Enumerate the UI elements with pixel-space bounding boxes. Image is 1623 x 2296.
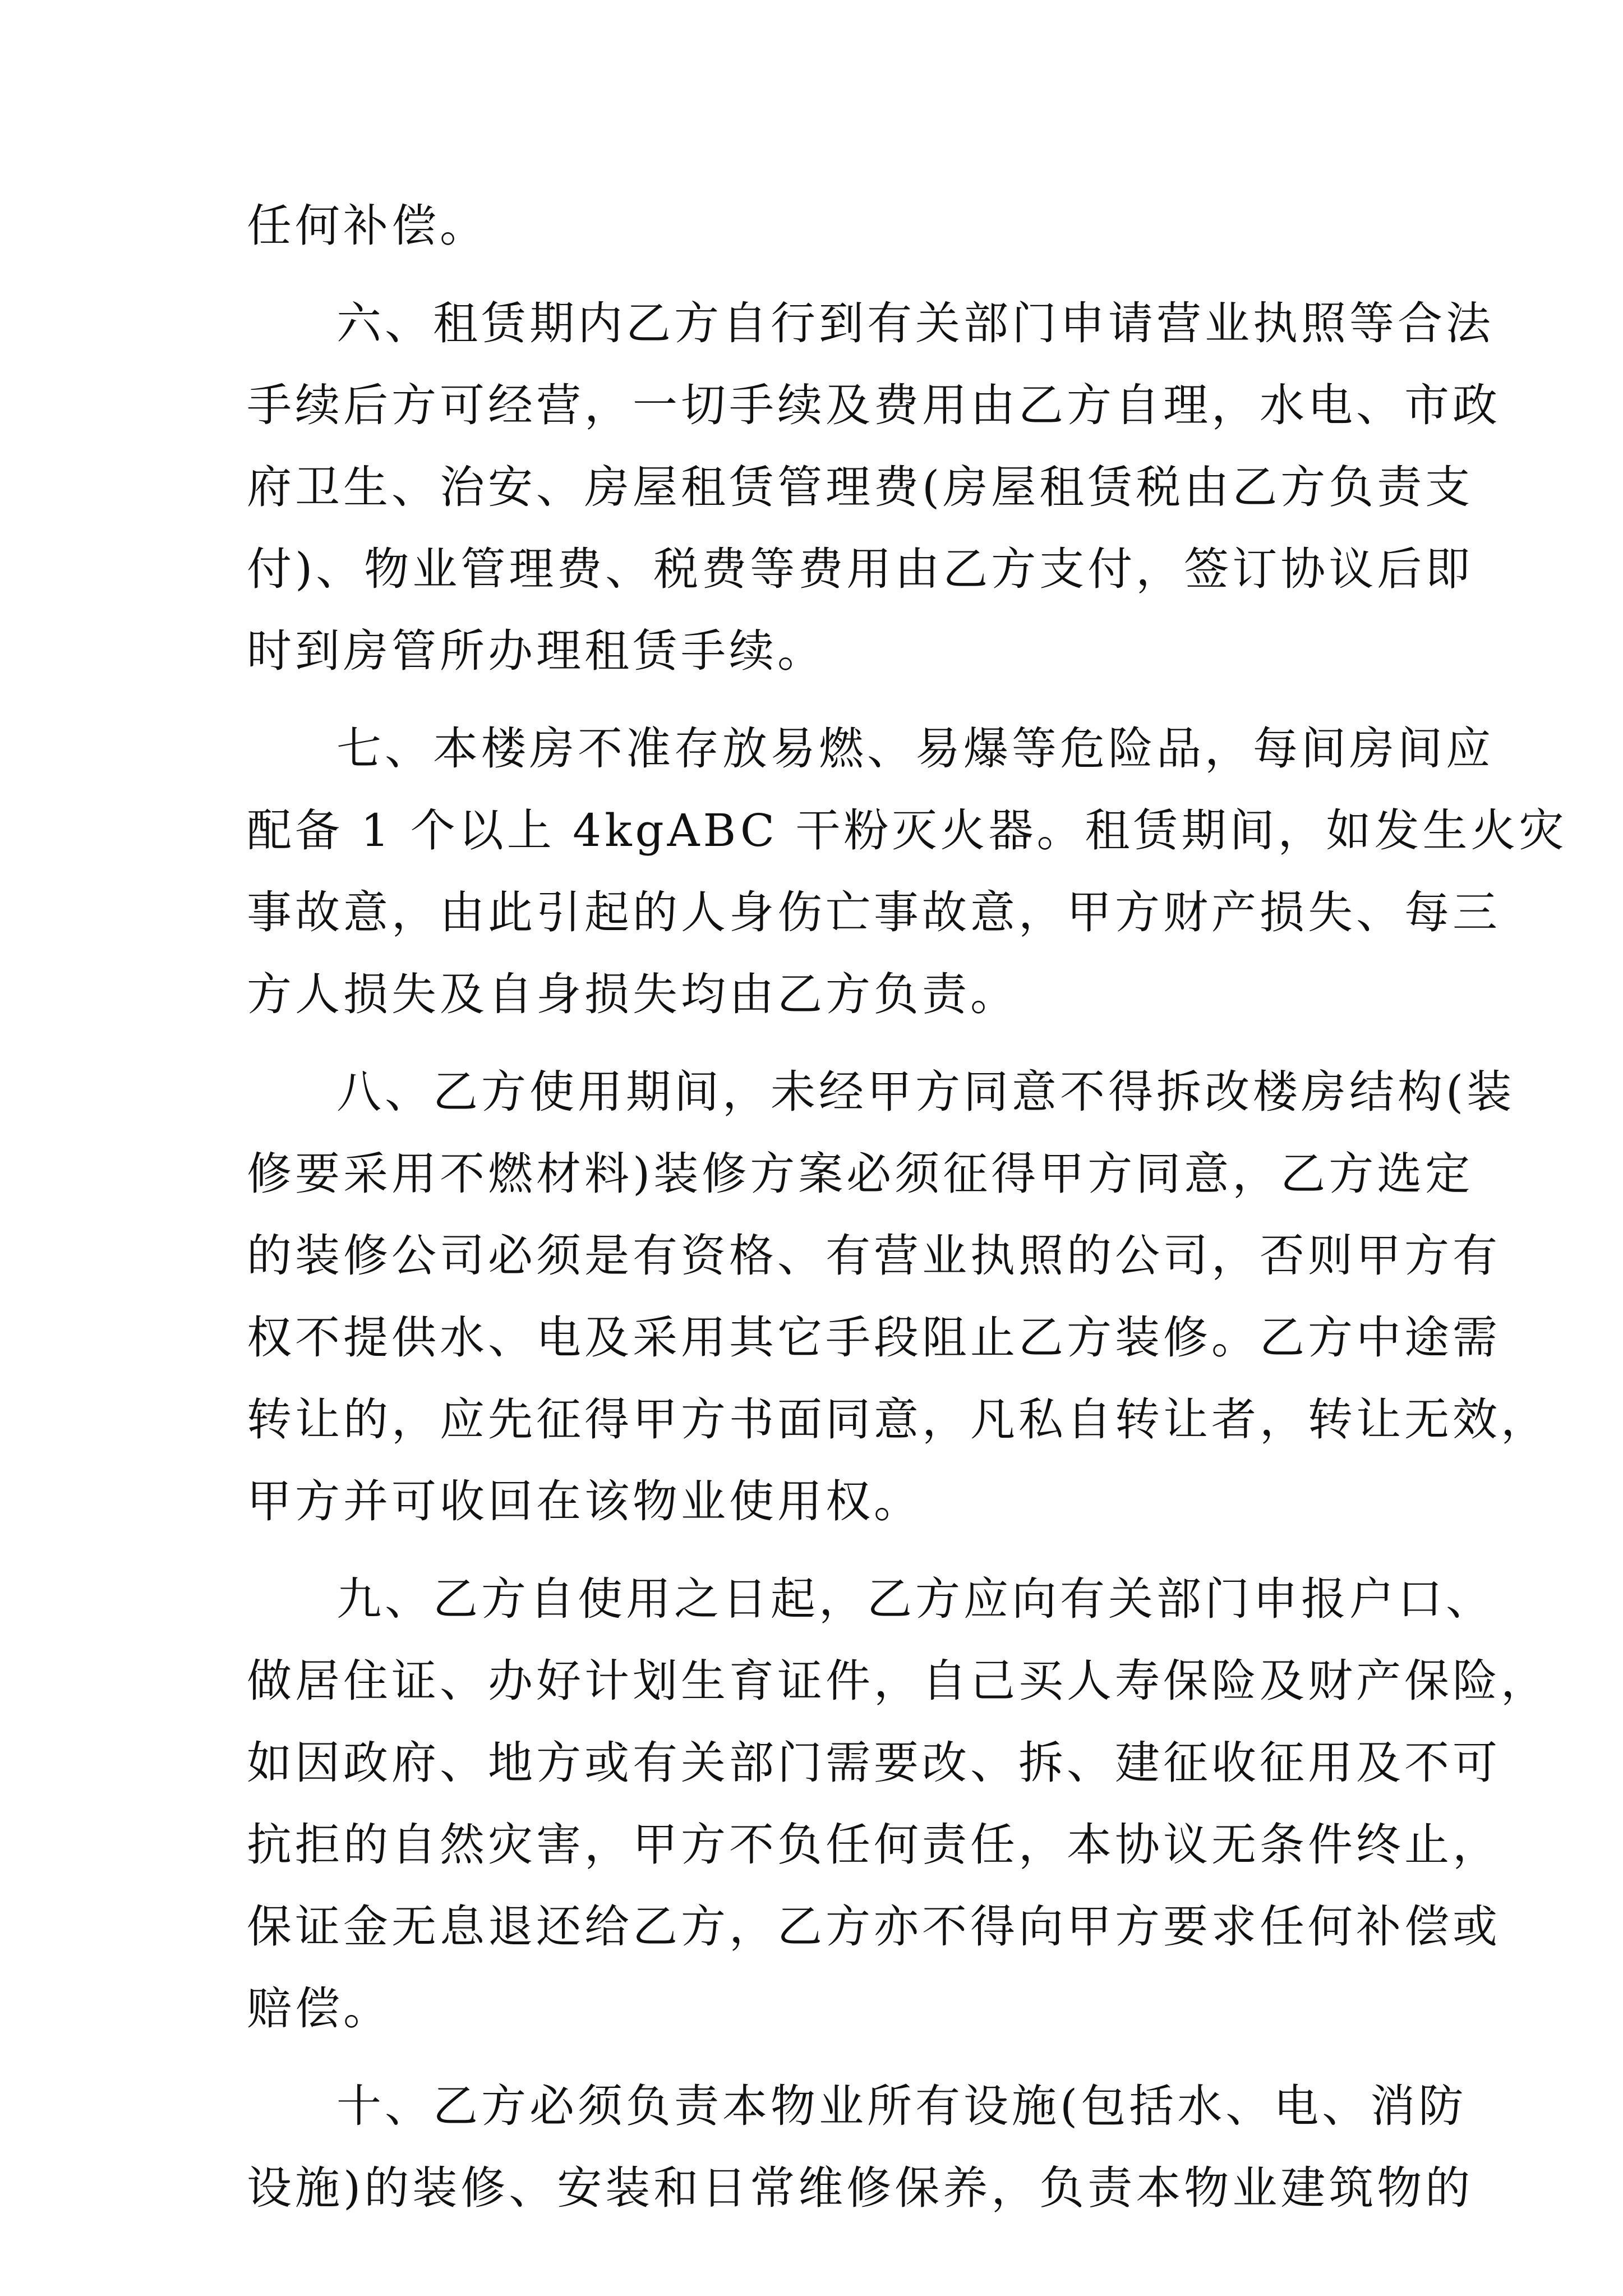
text-line: 府卫生、治安、房屋租赁管理费(房屋租赁税由乙方负责支	[247, 461, 1474, 513]
text-line: 事故意，由此引起的人身伤亡事故意，甲方财产损失、每三	[247, 886, 1501, 938]
paragraph-clause-8	[247, 1051, 1549, 1543]
text-line: 方人损失及自身损失均由乙方负责。	[247, 968, 1018, 1020]
text-line: 修要采用不燃材料)装修方案必须征得甲方同意，乙方选定	[247, 1148, 1474, 1200]
text-line: 权不提供水、电及采用其它手段阻止乙方装修。乙方中途需	[247, 1312, 1501, 1364]
text-line: 设施)的装修、安装和日常维修保养，负责本物业建筑物的	[247, 2162, 1474, 2214]
text-line: 抗拒的自然灾害，甲方不负任何责任，本协议无条件终止，	[247, 1819, 1501, 1871]
text-line: 如因政府、地方或有关部门需要改、拆、建征收征用及不可	[247, 1737, 1501, 1789]
text-line: 时到房管所办理租赁手续。	[247, 625, 826, 677]
paragraph-clause-10	[247, 2065, 1474, 2229]
text-line: 保证金无息退还给乙方，乙方亦不得向甲方要求任何补偿或	[247, 1901, 1501, 1953]
paragraph-clause-7	[247, 708, 1567, 1036]
text-line: 任何补偿。	[247, 200, 488, 252]
document-body	[247, 185, 1567, 2229]
text-line: 七、本楼房不准存放易燃、易爆等危险品，每间房间应	[336, 723, 1494, 775]
text-line: 八、乙方使用期间，未经甲方同意不得拆改楼房结构(装	[336, 1066, 1515, 1118]
paragraph-tail	[247, 185, 1391, 267]
text-line: 六、租赁期内乙方自行到有关部门申请营业执照等合法	[336, 297, 1494, 349]
text-line: 赔偿。	[247, 1982, 391, 2035]
text-line: 转让的，应先征得甲方书面同意，凡私自转让者，转让无效，	[247, 1393, 1549, 1446]
text-line: 甲方并可收回在该物业使用权。	[247, 1475, 922, 1527]
text-line: 的装修公司必须是有资格、有营业执照的公司，否则甲方有	[247, 1230, 1501, 1282]
text-line: 手续后方可经营，一切手续及费用由乙方自理，水电、市政	[247, 379, 1501, 431]
paragraph-clause-9	[247, 1558, 1549, 2050]
text-line: 做居住证、办好计划生育证件，自己买人寿保险及财产保险，	[247, 1655, 1549, 1707]
text-line: 配备 1 个以上 4kgABC 干粉灭火器。租赁期间，如发生火灾	[247, 804, 1567, 857]
text-line: 十、乙方必须负责本物业所有设施(包括水、电、消防	[336, 2080, 1467, 2132]
text-line: 九、乙方自使用之日起，乙方应向有关部门申报户口、	[336, 1573, 1494, 1625]
paragraph-clause-6	[247, 283, 1501, 692]
text-line: 付)、物业管理费、税费等费用由乙方支付，签订协议后即	[247, 543, 1474, 595]
